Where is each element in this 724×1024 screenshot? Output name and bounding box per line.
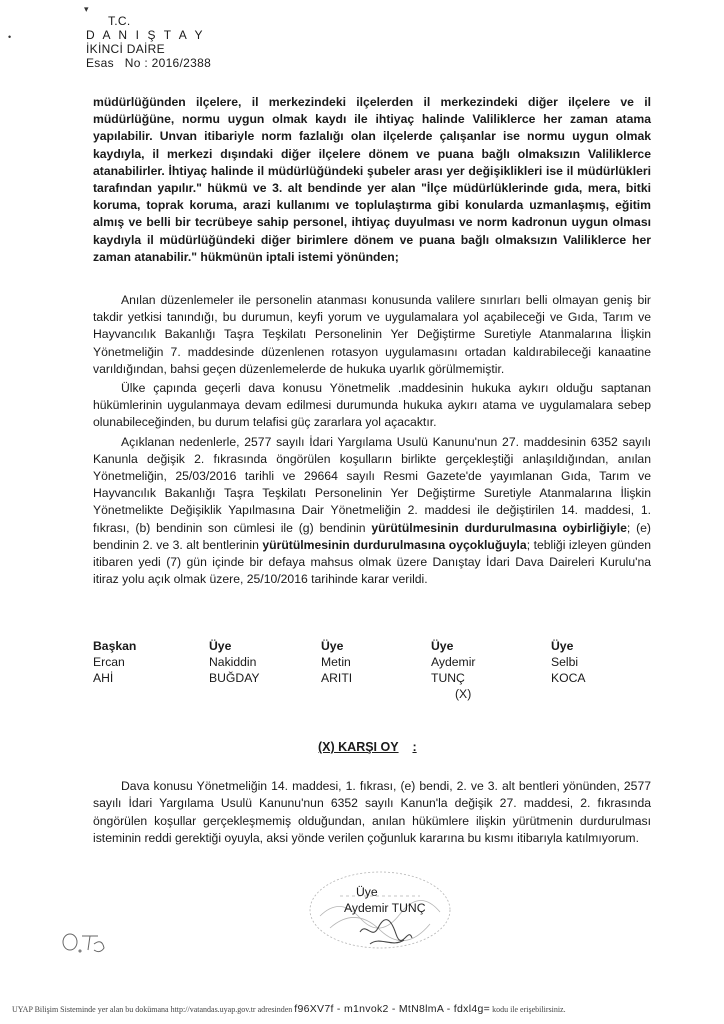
- dissent-signer-name: Aydemir TUNÇ: [344, 901, 426, 915]
- handwritten-initials: [58, 930, 118, 956]
- signature-first-name: Aydemir: [431, 655, 476, 669]
- bold-paragraph: [93, 94, 651, 266]
- header-case-number: [86, 56, 211, 70]
- paragraph-3: [93, 434, 651, 589]
- signature-last-name: TUNÇ: [431, 671, 465, 685]
- footer-suffix: kodu ile erişebilirsiniz.: [492, 1005, 566, 1014]
- signature-last-name: BUĞDAY: [209, 671, 260, 685]
- scan-mark: •: [8, 32, 12, 42]
- paragraph-3-end: ; tebliği izleyen günden itibaren yedi (7) gün içinde bir defaya mahsus olmak üzere Danıştay İdari Dava Daireleri Kurulu'na itiraz yolu açık olmak üzere, 25/10/2016 tarihinde karar verildi.: [93, 537, 652, 587]
- case-no: No : 2016/2388: [124, 56, 212, 70]
- dissent-heading-text: (X) KARŞI OY: [318, 740, 399, 754]
- signature-title: Üye: [551, 639, 574, 653]
- signature-chair: [93, 638, 136, 686]
- paragraph-3-start: Açıklanan nedenlerle, 2577 sayılı İdari Yargılama Usulü Kanunu'nun 27. maddesinin 6352 sayılı Kanunla değişik 2. fıkrasında öngörülen koşulların birlikte gerçekleştiği anlaşıldığından, anılan Yönetmeliğin, 25/03/2016 tarihli ve 29664 sayılı Resmi Gazete'de yayımlanan Gıda, Tarım ve Hayvancılık Bakanlığı Taşra Teşkilatı Personelinin Yer Değiştirme Suretiyle Atanmalarına İlişkin Yönetmelikte Değişiklik Yapılmasına Dair Yönetmeliğin 2. maddesi ile değiştirilen 14. maddesi, 1. fıkrası, (b) bendinin son cümlesi ile (g) bendinin: [93, 434, 651, 535]
- signature-first-name: Selbi: [551, 655, 579, 669]
- dissent-text: Dava konusu Yönetmeliğin 14. maddesi, 1. fıkrası, (e) bendi, 2. ve 3. alt bentleri yönünden, 2577 sayılı İdari Yargılama Usulü Kanunu'nun 6352 sayılı Kanun'la değişik 27. maddesi, 2. fıkrasında öngörülen koşullar gerçekleşmemiş olduğundan, anılan hükümlere ilişkin yürütmenin durdurulması isteminin reddi gerektiği oyuyla, aksi yönde verilen çoğunluk kararına bu kısmı itibarıyla katılmıyorum.: [93, 779, 651, 846]
- signature-member: [209, 638, 260, 686]
- paragraph-3-mid: ; (e) bendinin 2. ve 3. alt bentlerinin: [93, 520, 651, 552]
- signature-last-name: ARITI: [321, 671, 353, 685]
- header-chamber: İKİNCİ DAİRE: [86, 42, 165, 56]
- signature-first-name: Nakiddin: [209, 655, 257, 669]
- signature-member-dissent: [431, 638, 475, 702]
- signature-title: Üye: [431, 639, 454, 653]
- reasoning-section: [93, 292, 651, 588]
- paragraph-2: Ülke çapında geçerli dava konusu Yönetmelik .maddesinin hukuka aykırı olduğu saptanan hükümlerinin uygulanmaya devam edilmesi durumunda hukuka aykırı atama ve uygulamalara sebep olunabileceğinden, bu durum telafisi güç zararlara yol açacaktır.: [93, 381, 651, 430]
- scan-mark: ▾: [84, 4, 89, 14]
- bold-paragraph-text: müdürlüğünden ilçelere, il merkezindeki ilçelerden il merkezindeki diğer ilçelere ve il müdürlüğüne, normu uygun olmak kaydı ile ihtiyaç halinde Valiliklerce her zaman atama yapılabilir. Unvan itibariyle norm fazlalığı olan ilçelerde çalışanlar ise normu uygun olmak kaydıyla, il merkezi dışındaki diğer ilçelere dönem ve puana bağlı olmaksızın Valiliklerce atanabilirler. İhtiyaç halinde il müdürlüğündeki şubeler arası yer değişiklikleri ise il müdürlükleri tarafından yapılır." hükmü ve 3. alt bendinde yer alan "İlçe müdürlüklerinde gıda, mera, bitki koruma, toprak koruma, arazi kullanımı ve toplulaştırma gibi konularda uzmanlaşmış, eğitim almış ve belli bir tecrübeye sahip personel, ihtiyaç duyulması ve norm kadronun uygun olması kaydıyla il müdürlüğündeki diğer birimlere dönem ve puana bağlı olmaksızın Valiliklerce her zaman atanabilir." hükmünün iptali istemi yönünden;: [93, 95, 651, 264]
- dissent-section: [93, 778, 651, 848]
- dissent-heading: [318, 740, 417, 754]
- signature-block: [93, 638, 653, 708]
- dissent-signature: [344, 884, 426, 916]
- footer-prefix: UYAP Bilişim Sisteminde yer alan bu dokümana http://vatandas.uyap.gov.tr adresinden: [12, 1005, 293, 1014]
- case-label: Esas: [86, 56, 114, 70]
- signature-title: Üye: [209, 639, 232, 653]
- signature-title: Üye: [321, 639, 344, 653]
- signature-last-name: KOCA: [551, 671, 586, 685]
- paragraph-3-unanimous: yürütülmesinin durdurulmasına oybirliğiyle: [371, 520, 627, 535]
- header-court: D A N I Ş T A Y: [86, 28, 206, 42]
- footer-verification: [12, 1003, 712, 1015]
- dissent-signer-title: Üye: [356, 885, 378, 899]
- header-tc: T.C.: [108, 14, 131, 28]
- paragraph-1: Anılan düzenlemeler ile personelin atanması konusunda valilere sınırları belli olmayan geniş bir takdir yetkisi tanındığı, bu durumun, keyfi yorum ve uygulamalara yol açabileceği ve Gıda, Tarım ve Hayvancılık Bakanlığı Taşra Teşkilatı Personelinin Yer Değiştirme Suretiyle Atanmalarına İlişkin Yönetmeliğin 7. maddesinde düzenlenen rotasyon uygulamasını ortadan kaldırabileceği kanaatine varıldığından, bahsi geçen düzenlemelerde de hukuka uyarlık görülmemiştir.: [93, 293, 651, 376]
- signature-title: Başkan: [93, 639, 137, 653]
- signature-first-name: Ercan: [93, 655, 125, 669]
- document-header: [86, 14, 211, 70]
- signature-last-name: AHİ: [93, 671, 114, 685]
- footer-access-code: f96XV7f - m1nvok2 - MtN8lmA - fdxl4g=: [294, 1003, 491, 1015]
- signature-member: [321, 638, 352, 686]
- paragraph-3-majority: yürütülmesinin durdurulmasına oyçokluğuyla: [262, 537, 527, 552]
- signature-first-name: Metin: [321, 655, 351, 669]
- dissent-heading-colon: :: [412, 740, 417, 754]
- signature-note: (X): [455, 687, 472, 701]
- signature-member: [551, 638, 586, 686]
